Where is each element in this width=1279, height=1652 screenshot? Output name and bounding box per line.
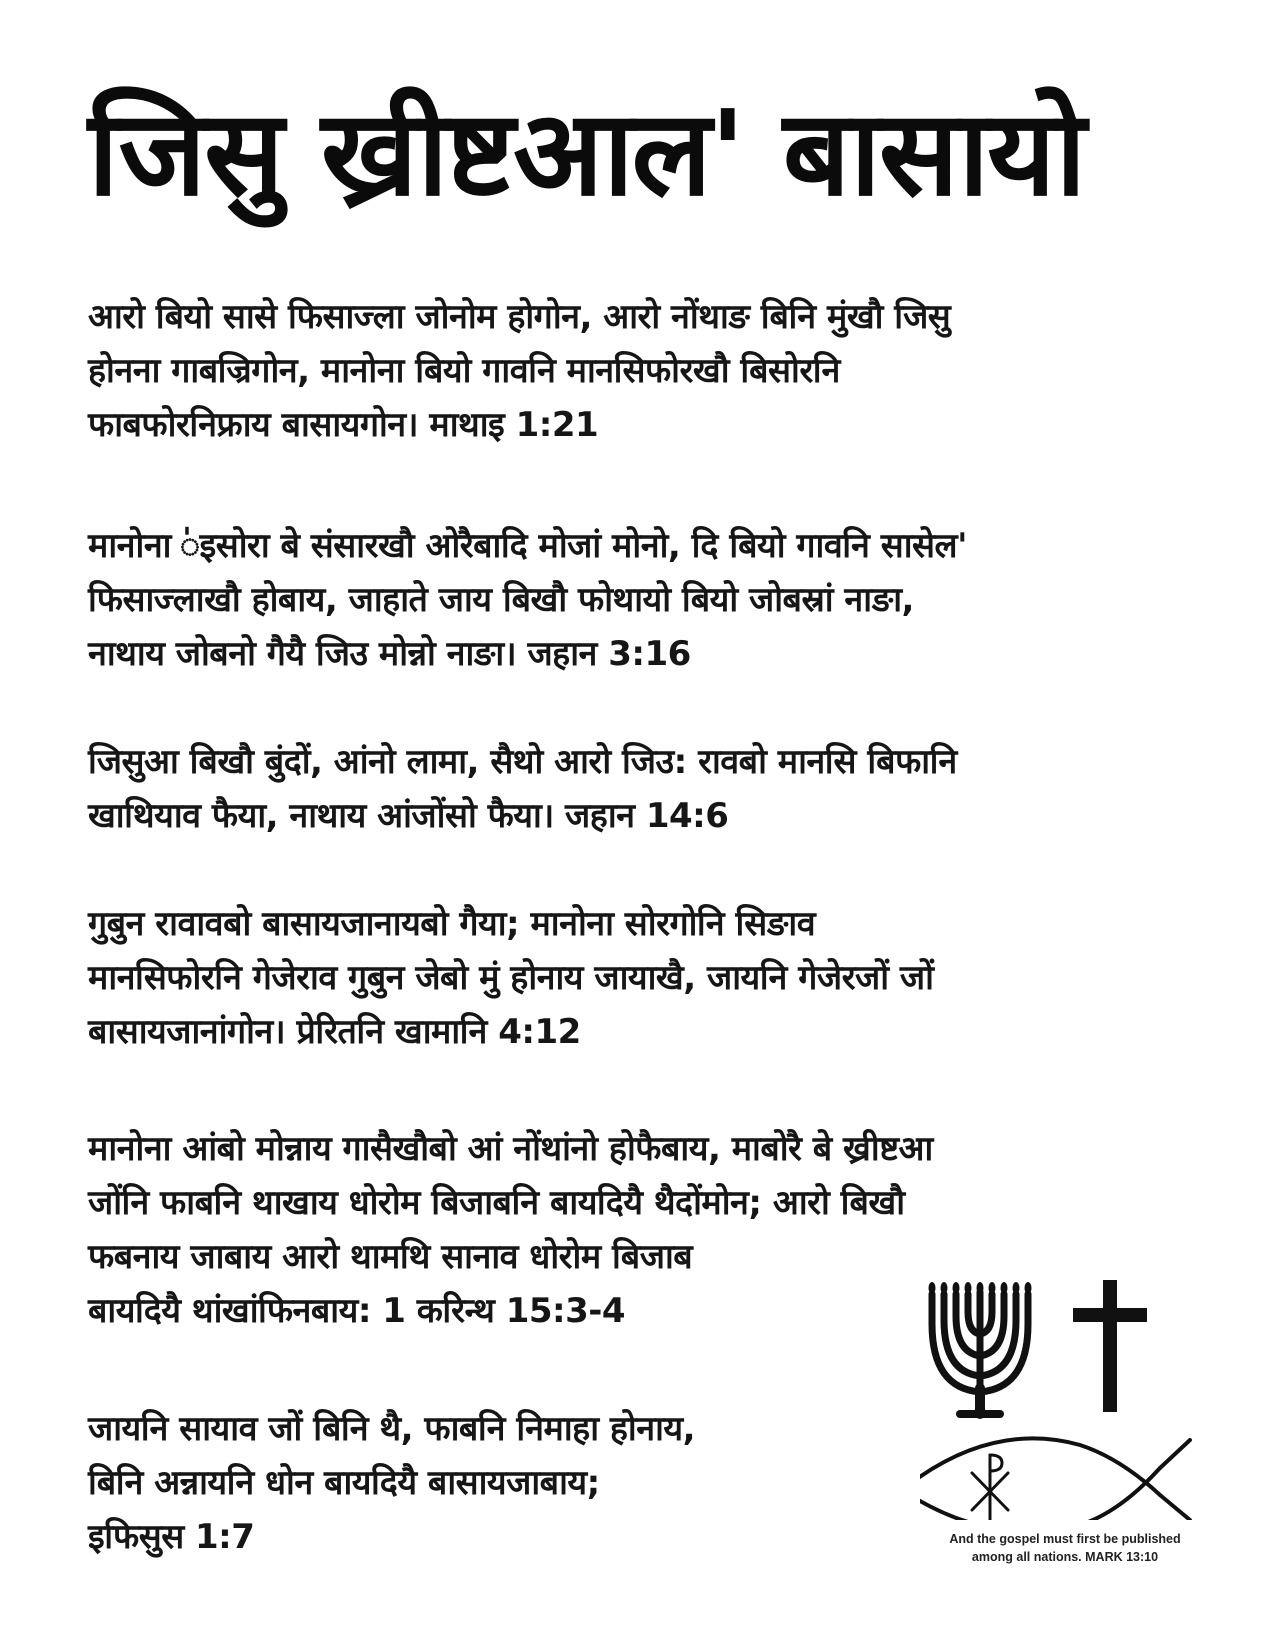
verse-ephesians-1-7 [88, 1402, 695, 1564]
verse-line: मानोना आंबो मोन्नाय गासैखौबो आं नोंथांनो होफैबाय, माबोरै बे ख्रीष्टआ [88, 1129, 933, 1169]
cross-icon [1073, 1280, 1147, 1412]
verse-line: इफिसुस 1:7 [88, 1517, 255, 1557]
page-title: जिसु ख्रीष्टआल' बासायो [88, 84, 1085, 222]
verse-line: बासायजानांगोन। प्रेरितनि खामानि 4:12 [88, 1012, 581, 1052]
footer-caption [900, 1530, 1230, 1566]
verse-john-3-16 [88, 519, 967, 681]
verse-line: मानोना ॑इसोरा बे संसारखौ ओरैबादि मोजां मोनो, दि बियो गावनि सासेल' [88, 526, 968, 566]
faith-emblem [920, 1280, 1210, 1520]
verse-line: बिनि अन्नायनि धोन बायदियै बासायजाबाय; [88, 1463, 600, 1503]
ichthys-chi-rho-icon [920, 1438, 1190, 1520]
verse-line: फाबफोरनिफ्राय बासायगोन। माथाइ 1:21 [88, 405, 599, 445]
verse-acts-4-12 [88, 897, 933, 1059]
verse-matthew-1-21 [88, 290, 950, 452]
verse-line: मानसिफोरनि गेजेराव गुबुन जेबो मुं होनाय जायाखै, जायनि गेजेरजों जों [88, 958, 934, 998]
verse-1-corinthians-15-3-4 [88, 1122, 933, 1338]
caption-line: among all nations. MARK 13:10 [971, 1550, 1159, 1564]
verse-line: खाथियाव फैया, नाथाय आंजोंसो फैया। जहान 14:6 [88, 796, 729, 836]
verse-line: जायनि सायाव जों बिनि थै, फाबनि निमाहा होनाय, [88, 1409, 696, 1449]
verse-line: होनना गाबज्रिगोन, मानोना बियो गावनि मानसिफोरखौ बिसोरनि [88, 351, 840, 391]
verse-line: बायदियै थांखांफिनबाय: 1 करिन्थ 15:3-4 [88, 1291, 626, 1331]
verse-line: जोंनि फाबनि थाखाय धोरोम बिजाबनि बायदियै थैदोंमोन; आरो बिखौ [88, 1183, 905, 1223]
verse-john-14-6 [88, 735, 957, 843]
verse-line: फबनाय जाबाय आरो थामथि सानाव धोरोम बिजाब [88, 1237, 693, 1277]
caption-line: And the gospel must first be published [949, 1532, 1181, 1546]
menorah-icon [929, 1282, 1032, 1414]
verse-line: नाथाय जोबनो गैयै जिउ मोन्नो नाङा। जहान 3:16 [88, 634, 691, 674]
verse-line: गुबुन रावावबो बासायजानायबो गैया; मानोना सोरगोनि सिङाव [88, 904, 816, 944]
verse-line: आरो बियो सासे फिसाज्ला जोनोम होगोन, आरो नोंथाङ बिनि मुंखौ जिसु [88, 297, 951, 337]
verse-line: जिसुआ बिखौ बुंदों, आंनो लामा, सैथो आरो जिउ: रावबो मानसि बिफानि [88, 742, 957, 782]
verse-line: फिसाज्लाखौ होबाय, जाहाते जाय बिखौ फोथायो बियो जोबस्रां नाङा, [88, 580, 914, 620]
